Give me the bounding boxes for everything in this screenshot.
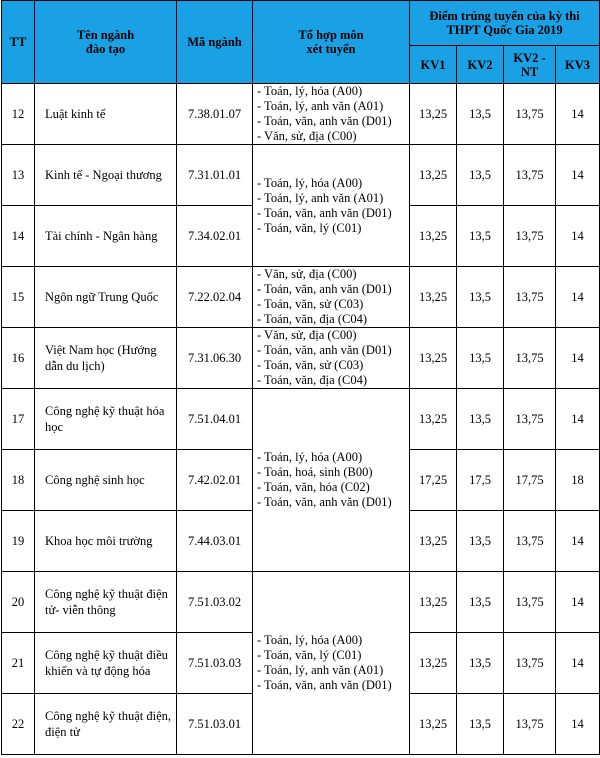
table-row — [2, 267, 600, 328]
header-kv3: KV3 — [556, 46, 600, 84]
score-kv1: 13,25 — [410, 84, 457, 145]
row-major-name: Việt Nam học (Hướng dẫn du lịch) — [35, 328, 177, 389]
header-kv2-nt — [504, 46, 556, 84]
header-admission-score — [410, 1, 600, 46]
score-kv1: 13,25 — [410, 633, 457, 694]
score-kv1: 17,25 — [410, 450, 457, 511]
row-tt: 14 — [2, 206, 35, 267]
subject-combo-item: - Toán, lý, anh văn (A01) — [257, 190, 384, 205]
header-major-name — [35, 1, 177, 84]
header-subject-combo-line2: xét tuyển — [306, 42, 356, 56]
header-admission-score-line2: THPT Quốc Gia 2019 — [446, 23, 563, 37]
score-kv3: 14 — [556, 572, 600, 633]
row-major-name: Công nghệ kỹ thuật điện, điện tử — [35, 694, 177, 755]
score-kv2: 13,5 — [457, 206, 504, 267]
subject-combo-item: - Toán, văn, lý (C01) — [257, 648, 362, 662]
row-major-code: 7.51.03.01 — [177, 694, 253, 755]
header-tt: TT — [2, 1, 35, 84]
subject-combo-item: - Toán, văn, anh văn (D01) — [257, 343, 392, 357]
row-tt: 16 — [2, 328, 35, 389]
score-kv2: 13,5 — [457, 694, 504, 755]
score-kv3: 14 — [556, 267, 600, 328]
row-major-name: Ngôn ngữ Trung Quốc — [35, 267, 177, 328]
subject-combo-item: - Toán, văn, sử (C03) — [257, 358, 364, 372]
row-major-name: Công nghệ kỹ thuật hóa học — [35, 389, 177, 450]
score-kv2: 13,5 — [457, 572, 504, 633]
header-major-name-line2: đào tạo — [85, 42, 126, 56]
header-major-code: Mã ngành — [177, 1, 253, 84]
score-kv2: 13,5 — [457, 145, 504, 206]
row-major-name: Tài chính - Ngân hàng — [35, 206, 177, 267]
subject-combo-item: - Toán, văn, anh văn (D01) — [257, 114, 392, 128]
row-tt: 22 — [2, 694, 35, 755]
row-tt: 21 — [2, 633, 35, 694]
subject-combo-item: - Toán, lý, hóa (A00) — [257, 450, 363, 464]
subject-combo-item: - Toán, văn, anh văn (D01) — [257, 282, 392, 296]
subject-combo-item: - Toán, lý, hóa (A00) — [257, 633, 363, 647]
row-major-name: Công nghệ sinh học — [35, 450, 177, 511]
row-tt: 12 — [2, 84, 35, 145]
table-row — [2, 572, 600, 633]
score-kv3: 14 — [556, 328, 600, 389]
row-tt: 20 — [2, 572, 35, 633]
row-major-code: 7.34.02.01 — [177, 206, 253, 267]
table-row — [2, 389, 600, 450]
header-subject-combo-line1: Tổ hợp môn — [298, 28, 364, 42]
row-major-code: 7.42.02.01 — [177, 450, 253, 511]
subject-combo-item: - Toán, văn, anh văn (D01) — [257, 205, 392, 220]
score-kv2-nt: 13,75 — [504, 694, 556, 755]
score-kv2-nt: 13,75 — [504, 206, 556, 267]
subject-combo-item: - Toán, lý, anh văn (A01) — [257, 99, 384, 113]
row-tt: 13 — [2, 145, 35, 206]
header-kv2-nt-line1: KV2 - — [513, 50, 546, 65]
score-kv3: 14 — [556, 694, 600, 755]
score-kv2-nt: 13,75 — [504, 328, 556, 389]
row-major-name: Công nghệ kỹ thuật điều khiển và tự động hóa — [35, 633, 177, 694]
subject-combo-cell — [253, 84, 410, 145]
header-kv1: KV1 — [410, 46, 457, 84]
score-kv1: 13,25 — [410, 145, 457, 206]
row-major-code: 7.51.03.03 — [177, 633, 253, 694]
row-major-code: 7.31.06.30 — [177, 328, 253, 389]
row-major-name: Công nghệ kỹ thuật điện tử- viễn thông — [35, 572, 177, 633]
subject-combo-item: - Toán, văn, sử (C03) — [257, 297, 364, 311]
row-tt: 15 — [2, 267, 35, 328]
score-kv1: 13,25 — [410, 694, 457, 755]
score-kv3: 14 — [556, 389, 600, 450]
score-kv2: 13,5 — [457, 267, 504, 328]
score-kv2-nt: 13,75 — [504, 84, 556, 145]
score-kv1: 13,25 — [410, 389, 457, 450]
score-kv2: 13,5 — [457, 633, 504, 694]
header-kv2-nt-line2: NT — [520, 64, 539, 79]
subject-combo-item: - Toán, văn, anh văn (D01) — [257, 495, 392, 509]
row-tt: 18 — [2, 450, 35, 511]
header-major-name-line1: Tên ngành — [76, 28, 135, 42]
subject-combo-item: - Toán, văn, địa (C04) — [257, 312, 367, 326]
score-kv1: 13,25 — [410, 572, 457, 633]
subject-combo-cell — [253, 328, 410, 389]
score-kv3: 14 — [556, 145, 600, 206]
score-kv3: 14 — [556, 511, 600, 572]
subject-combo-item: - Toán, văn, lý (C01) — [257, 220, 362, 235]
score-kv2-nt: 13,75 — [504, 389, 556, 450]
header-admission-score-line1: Điểm trúng tuyển của kỳ thi — [429, 9, 580, 23]
row-major-name: Khoa học môi trường — [35, 511, 177, 572]
subject-combo-item: - Toán, hoá, sinh (B00) — [257, 465, 373, 479]
row-tt: 19 — [2, 511, 35, 572]
score-kv2: 13,5 — [457, 328, 504, 389]
score-kv3: 14 — [556, 633, 600, 694]
subject-combo-item: - Văn, sử, địa (C00) — [257, 129, 357, 143]
score-kv2-nt: 13,75 — [504, 267, 556, 328]
score-kv2: 13,5 — [457, 511, 504, 572]
subject-combo-item: - Toán, lý, hóa (A00) — [257, 175, 363, 190]
subject-combo-item: - Toán, văn, anh văn (D01) — [257, 678, 392, 692]
row-major-code: 7.51.03.02 — [177, 572, 253, 633]
header-subject-combo — [253, 1, 410, 84]
score-kv1: 13,25 — [410, 511, 457, 572]
table-row — [2, 328, 600, 389]
row-tt: 17 — [2, 389, 35, 450]
subject-combo-item: - Toán, văn, địa (C04) — [257, 373, 367, 387]
subject-combo-item: - Văn, sử, địa (C00) — [257, 328, 357, 342]
score-kv1: 13,25 — [410, 206, 457, 267]
score-kv2-nt: 13,75 — [504, 145, 556, 206]
subject-combo-item: - Văn, sử, địa (C00) — [257, 267, 357, 281]
score-kv1: 13,25 — [410, 328, 457, 389]
score-kv3: 14 — [556, 84, 600, 145]
score-kv2-nt: 13,75 — [504, 633, 556, 694]
score-kv3: 18 — [556, 450, 600, 511]
score-kv2-nt: 13,75 — [504, 572, 556, 633]
score-kv1: 13,25 — [410, 267, 457, 328]
row-major-code: 7.44.03.01 — [177, 511, 253, 572]
row-major-name: Luật kinh tế — [35, 84, 177, 145]
subject-combo-cell — [253, 267, 410, 328]
score-kv2-nt: 17,75 — [504, 450, 556, 511]
subject-combo-item: - Toán, lý, hóa (A00) — [257, 84, 363, 98]
row-major-code: 7.38.01.07 — [177, 84, 253, 145]
row-major-code: 7.31.01.01 — [177, 145, 253, 206]
score-kv2: 13,5 — [457, 84, 504, 145]
subject-combo-cell — [253, 145, 410, 267]
admission-score-table — [1, 0, 600, 755]
table-row — [2, 84, 600, 145]
score-kv3: 14 — [556, 206, 600, 267]
row-major-code: 7.22.02.04 — [177, 267, 253, 328]
subject-combo-cell — [253, 572, 410, 755]
row-major-name: Kinh tế - Ngoại thương — [35, 145, 177, 206]
score-kv2-nt: 13,75 — [504, 511, 556, 572]
score-kv2: 13,5 — [457, 389, 504, 450]
subject-combo-item: - Toán, lý, anh văn (A01) — [257, 663, 384, 677]
subject-combo-cell — [253, 389, 410, 572]
table-row — [2, 145, 600, 206]
header-kv2: KV2 — [457, 46, 504, 84]
row-major-code: 7.51.04.01 — [177, 389, 253, 450]
subject-combo-item: - Toán, văn, hóa (C02) — [257, 480, 370, 494]
score-kv2: 17,5 — [457, 450, 504, 511]
